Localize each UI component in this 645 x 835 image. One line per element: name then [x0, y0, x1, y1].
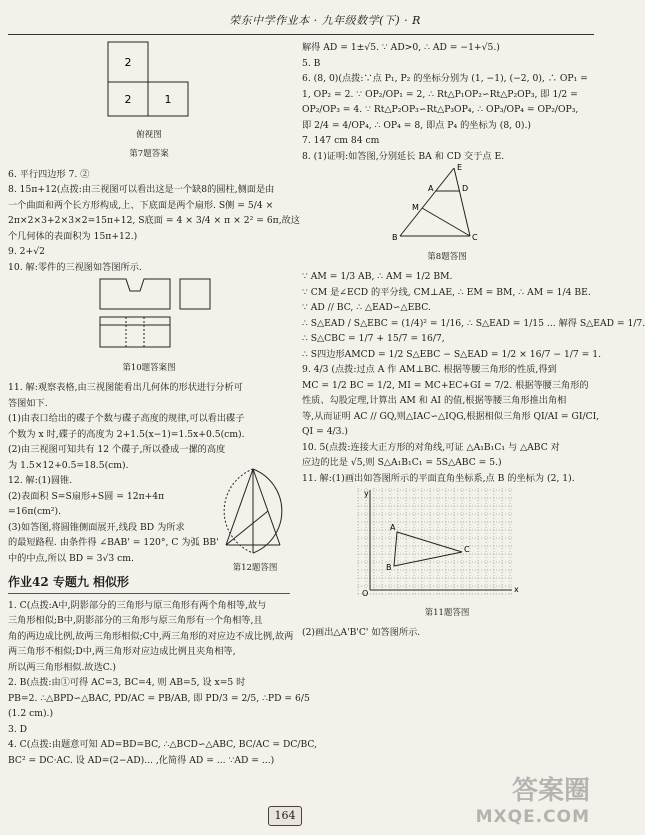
fig11-label-A: A: [390, 523, 396, 532]
fig8-line-MC: [422, 208, 470, 236]
text-line: (2)由三视图可知共有 12 个碟子,所以叠成一摞的高度: [8, 444, 226, 455]
fig10-front-view: [100, 279, 170, 309]
text-line: 1. C(点拨:A中,阴影部分的三角形与原三角形有两个角相等,故与: [8, 599, 267, 611]
figure-11-grid: [302, 486, 592, 598]
text-line: OP₂/OP₃ = 4. ∵ Rt△P₂OP₃∽Rt△P₃OP₄, ∴ OP₃/OP₄ = OP₂/OP₃,: [302, 104, 579, 115]
text-line: QI = 4/3.): [302, 426, 348, 437]
text-line: 8. (1)证明:如答图,分别延长 BA 和 CD 交于点 E.: [302, 150, 505, 162]
text-line: 个数为 x 时,碟子的高度为 2+1.5(x−1)=1.5x+0.5(cm).: [8, 428, 245, 440]
page-number: 164: [268, 806, 302, 826]
right-column: [302, 40, 645, 641]
fig11-origin-label: O: [362, 589, 369, 598]
text-line: MC = 1/2 BC = 1/2, MI = MC+EC+GI = 7/2. 根据等腰三角形的: [302, 379, 589, 391]
fig10-top-view: [100, 317, 170, 347]
watermark-line-1: 答案圈: [511, 776, 590, 806]
text-line: 一个曲面和两个长方形构成,上、下底面是两个扇形. S侧 = 5/4 ×: [8, 199, 274, 211]
text-line: 1, OP₂ = 2. ∵ OP₂/OP₁ = 2, ∴ Rt△P₁OP₂∽Rt△P₂OP₃, 即 1/2 =: [302, 88, 578, 100]
text-line: ∴ S四边形AMCD = 1/2 S△EBC − S△EAD = 1/2 × 16/7 − 1/7 = 1.: [302, 348, 602, 360]
text-line: 性质、勾股定理,计算出 AM 和 AI 的值,根据等腰三角形推出角相: [302, 395, 567, 406]
text-line: 两三角形不相似;D中,两三角形对应边成比例且夹角相等,: [8, 646, 236, 657]
text-line: =16π(cm²).: [8, 506, 62, 517]
text-line: 的最短路程. 由条件得 ∠BAB' = 120°, C 为弧 BB': [8, 537, 219, 548]
text-line: 7. 147 cm 84 cm: [302, 135, 380, 146]
figure-8-trapezoid: [302, 164, 592, 242]
text-line: 11. 解:(1)画出如答图所示的平面直角坐标系,点 B 的坐标为 (2, 1).: [302, 472, 575, 484]
figure-10-three-views: [8, 275, 290, 353]
text-line: ∵ AD // BC, ∴ △EAD∽△EBC.: [302, 302, 431, 313]
text-line: PB=2. ∴△BPD∽△BAC, PD/AC = PB/AB, 即 PD/3 = 2/5, ∴PD = 6/5: [8, 692, 310, 704]
fig11-triangle: [394, 532, 462, 566]
text-line: 10. 5(点拨:连接大正方形的对角线,可证 △A₁B₁C₁ 与 △ABC 对: [302, 441, 560, 453]
fig10-caption: 第10题答案图: [122, 362, 176, 373]
fig8-label-E: E: [457, 163, 463, 172]
watermark-line-2: MXQE.COM: [475, 807, 590, 827]
fig7-label-1: 2: [124, 56, 132, 69]
fig8-caption: 第8题答图: [427, 251, 467, 262]
text-line: 9. 4/3 (点拨:过点 A 作 AM⊥BC. 根据等腰三角形的性质,得到: [302, 364, 557, 375]
fig11-x-label: x: [514, 585, 519, 594]
text-line: 12. 解:(1)圆锥.: [8, 475, 73, 486]
fig7-label-3: 1: [164, 93, 172, 106]
header-rule: [8, 34, 594, 35]
figure-12-cone-net: [216, 465, 290, 569]
text-line: 9. 2+√2: [8, 246, 45, 257]
fig11-y-label: y: [364, 489, 369, 498]
text-line: 三角形相似;B中,阴影部分的三角形与原三角形有一个角相等,且: [8, 615, 263, 626]
running-header: 荣东中学作业本 · 九年级数学(下) · R: [229, 14, 421, 27]
text-line: 6. (8, 0)(点拨:∵点 P₁, P₂ 的坐标分别为 (1, −1), (−2, 0), ∴ OP₁ =: [302, 73, 588, 84]
text-line: 角的两边成比例,故两三角形相似;C中,两三角形的对应边不成比例,故两: [8, 630, 294, 642]
fig8-label-D: D: [462, 184, 469, 193]
fig10-side-view: [180, 279, 210, 309]
fig8-label-C: C: [472, 233, 478, 242]
text-line: 4. C(点拨:由题意可知 AD=BD=BC, ∴△BCD∽△ABC, BC/AC = DC/BC,: [8, 739, 317, 750]
text-line: (3)如答图,将圆锥侧面展开,线段 BD 为所求: [8, 521, 185, 533]
fig8-line-EB: [400, 168, 454, 236]
fig12-caption: 第12题答图: [232, 563, 278, 573]
text-line: ∵ AM = 1/3 AB, ∴ AM = 1/2 BM.: [302, 271, 453, 282]
problem-12-block: [8, 473, 290, 573]
fig8-line-EC: [454, 168, 470, 236]
text-line: 等,从而证明 AC // GQ,则△IAC∽△IQG,根据相似三角形 QI/AI = GI/CI,: [302, 410, 600, 422]
fig8-label-B: B: [392, 233, 398, 242]
watermark-logo: [476, 770, 590, 827]
text-line: 所以两三角形相似.故选C.): [8, 661, 117, 673]
text-line: 11. 解:观察表格,由三视图能看出几何体的形状进行分析可: [8, 382, 243, 393]
text-line: 2. B(点拨:由①可得 AC=3, BC=4, 则 AB=5, 设 x=5 时: [8, 677, 246, 688]
text-line: 5. B: [302, 57, 321, 69]
text-line: BC² = DC·AC. 设 AD=(2−AD)... ,化简得 AD = ... ∵AD = ...): [8, 754, 275, 766]
text-line: 个几何体的表面积为 15π+12.): [8, 230, 138, 242]
fig8-label-A: A: [428, 184, 434, 193]
fig11-label-B: B: [386, 563, 392, 572]
fig11-caption: 第11题答图: [424, 607, 470, 618]
text-line: (2)画出△A'B'C' 如答图所示.: [302, 627, 421, 638]
text-line: 2π×2×3+2×3×2=15π+12, S底面 = 4 × 3/4 × π × 2² = 6π,故这: [8, 215, 300, 226]
text-line: ∵ CM 是∠ECD 的平分线, CM⊥AE, ∴ EM = BM, ∴ AM = 1/4 BE.: [302, 286, 591, 298]
text-line: 答图如下.: [8, 397, 48, 409]
problem-12-text: [8, 473, 218, 566]
text-line: 应边的比是 √5,则 S△A₁B₁C₁ = 5S△ABC = 5.): [302, 457, 502, 468]
text-line: 解得 AD = 1±√5. ∵ AD>0, ∴ AD = −1+√5.): [302, 42, 500, 53]
fig7-caption: 第7题答案: [129, 149, 169, 159]
fig12-edge: [253, 469, 280, 545]
fig7-label-2: 2: [124, 93, 132, 106]
text-line: 6. 平行四边形 7. ②: [8, 168, 90, 180]
text-line: 为 1.5×12+0.5=18.5(cm).: [8, 459, 129, 471]
text-line: 中的中点,所以 BD = 3√3 cm.: [8, 552, 134, 564]
text-line: (1)由表口给出的碟子个数与碟子高度的规律,可以看出碟子: [8, 413, 245, 424]
fig11-gridlines: [358, 488, 514, 594]
text-line: 即 2/4 = 4/OP₄, ∴ OP₄ = 8, 即点 P₄ 的坐标为 (8, 0).): [302, 119, 531, 131]
fig11-label-C: C: [464, 545, 470, 554]
text-line: 8. 15π+12(点拨:由三视图可以看出这是一个缺8的圆柱,侧面是由: [8, 184, 275, 195]
text-line: (2)表面积 S=S扇形+S圆 = 12π+4π: [8, 490, 165, 502]
text-line: 3. D: [8, 723, 28, 735]
text-line: 10. 解:零件的三视图如答图所示.: [8, 261, 142, 273]
fig7-view-name: 俯视图: [136, 129, 162, 140]
text-line: ∴ S△EAD / S△EBC = (1/4)² = 1/16, ∴ S△EAD = 1/15 ... 解得 S△EAD = 1/7.: [302, 317, 645, 329]
figure-7-top-view: [8, 40, 290, 120]
fig8-label-M: M: [412, 203, 419, 212]
text-line: ∴ S△CBC = 1/7 + 15/7 = 16/7,: [302, 333, 445, 344]
section-heading: 作业42 专题九 相似形: [8, 575, 290, 594]
text-line: (1.2 cm).): [8, 708, 54, 719]
